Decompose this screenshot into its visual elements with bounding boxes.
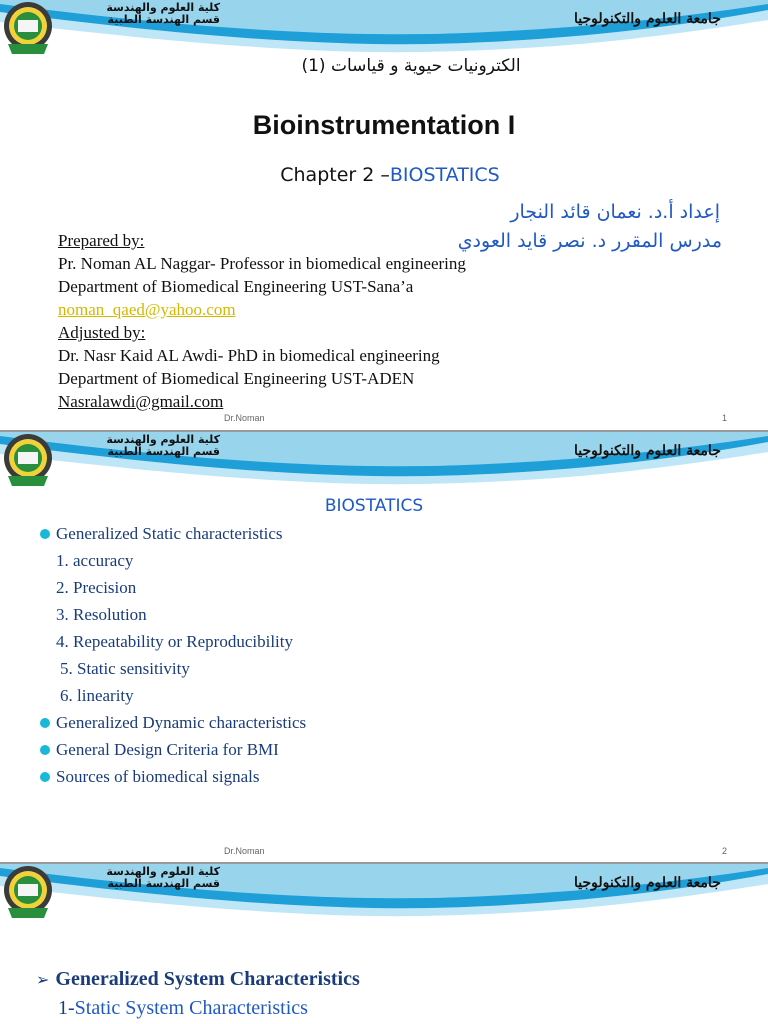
list-item: 2. Precision — [56, 578, 137, 597]
faculty-name — [70, 434, 220, 458]
slide-header — [0, 432, 768, 490]
list-item: 5. Static sensitivity — [60, 659, 190, 678]
chapter-heading — [200, 164, 580, 186]
faculty-line-1: كلية العلوم والهندسة — [106, 1, 220, 14]
prepared-by-department: Department of Biomedical Engineering UST-Sana’a — [58, 277, 414, 296]
adjusted-by-name: Dr. Nasr Kaid AL Awdi- PhD in biomedical engineering — [58, 346, 440, 365]
slide-title: Bioinstrumentation I — [252, 110, 516, 140]
arabic-author-line: إعداد أ.د. نعمان قائد النجار — [510, 201, 720, 223]
slide-title: BIOSTATICS — [324, 496, 424, 516]
sub-heading — [58, 997, 308, 1020]
university-crest-icon — [0, 864, 56, 920]
prepared-by-name: Pr. Noman AL Naggar- Professor in biomedical engineering — [58, 254, 466, 273]
faculty-line-1: كلية العلوم والهندسة — [106, 433, 220, 446]
list-item: 3. Resolution — [56, 605, 147, 624]
arabic-instructor-line: مدرس المقرر د. نصر قايد العودي — [457, 230, 722, 252]
prepared-by-label: Prepared by: — [58, 231, 145, 250]
section-heading-text: Generalized System Characteristics — [55, 968, 360, 990]
slide-header — [0, 0, 768, 58]
university-crest-icon — [0, 0, 56, 56]
footer-author: Dr.Noman — [224, 413, 265, 423]
list-item: 6. linearity — [60, 686, 134, 705]
slide-3 — [0, 864, 768, 1024]
university-name: جامعة العلوم والتكنولوجيا — [574, 443, 721, 459]
page-number: 1 — [722, 413, 728, 423]
list-item: Generalized Dynamic characteristics — [56, 713, 307, 732]
faculty-line-1: كلية العلوم والهندسة — [106, 865, 220, 878]
slide-2 — [0, 432, 768, 862]
university-crest-icon — [0, 432, 56, 488]
footer-author: Dr.Noman — [224, 846, 265, 856]
bullet-icon — [40, 529, 50, 539]
prepared-by-email-link[interactable]: noman_qaed@yahoo.com — [58, 300, 236, 319]
slide-header — [0, 864, 768, 922]
list-item: 1. accuracy — [56, 551, 134, 570]
university-name: جامعة العلوم والتكنولوجيا — [574, 11, 721, 27]
bullet-icon — [40, 745, 50, 755]
university-name: جامعة العلوم والتكنولوجيا — [574, 875, 721, 891]
faculty-line-2: قسم الهندسة الطبية — [107, 13, 220, 26]
sub-heading-text: Static System Characteristics — [74, 997, 308, 1019]
course-arabic-title: الكترونيات حيوية و قياسات (1) — [301, 56, 521, 76]
chapter-name: BIOSTATICS — [389, 164, 500, 186]
list-item: 4. Repeatability or Reproducibility — [56, 632, 294, 651]
faculty-line-2: قسم الهندسة الطبية — [107, 877, 220, 890]
faculty-name — [70, 2, 220, 26]
faculty-line-2: قسم الهندسة الطبية — [107, 445, 220, 458]
slide-1 — [0, 0, 768, 430]
faculty-name — [70, 866, 220, 890]
bullet-icon — [40, 772, 50, 782]
adjusted-by-email-link[interactable]: Nasralawdi@gmail.com — [58, 392, 224, 411]
section-heading — [36, 968, 360, 991]
list-item: General Design Criteria for BMI — [56, 740, 279, 759]
chapter-prefix: Chapter 2 – — [280, 164, 390, 186]
adjusted-by-label: Adjusted by: — [58, 323, 146, 342]
list-item: Generalized Static characteristics — [56, 524, 283, 543]
adjusted-by-department: Department of Biomedical Engineering UST-ADEN — [58, 369, 415, 388]
bullet-icon — [40, 718, 50, 728]
sub-heading-number: 1- — [58, 997, 75, 1019]
arrow-bullet-icon: ➢ — [36, 970, 50, 989]
page-number: 2 — [722, 846, 728, 856]
list-item: Sources of biomedical signals — [56, 767, 260, 786]
